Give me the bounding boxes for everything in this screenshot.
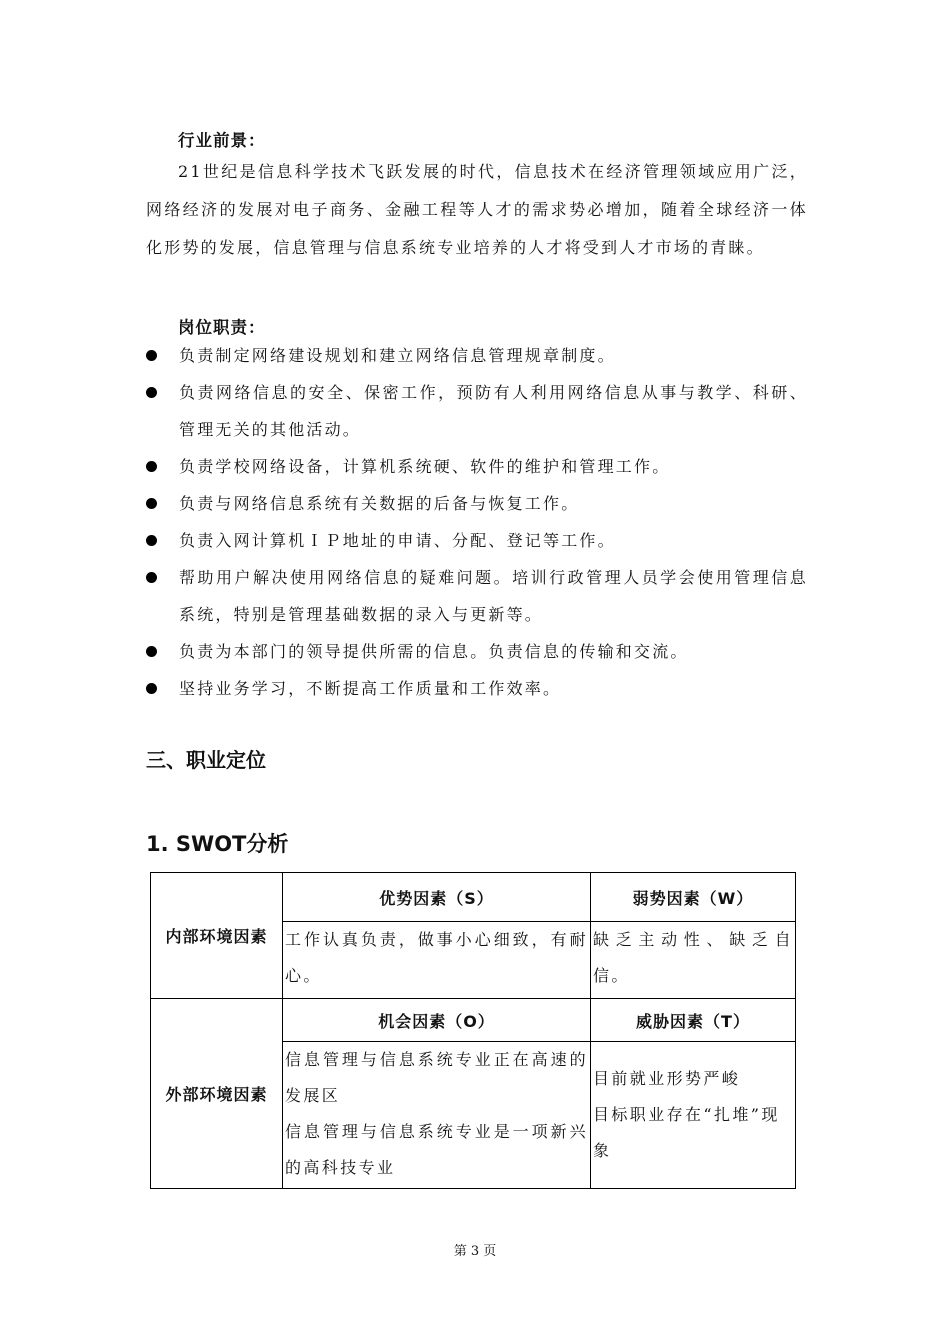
- external-factors-label: 外部环境因素: [151, 999, 283, 1189]
- threats-cell: [591, 1042, 796, 1189]
- opportunity-item: 信息管理与信息系统专业是一项新兴的高科技专业: [285, 1122, 588, 1177]
- opportunities-header: 机会因素（O）: [283, 999, 591, 1042]
- bullet-dot-icon: [146, 683, 157, 694]
- bullet-dot-icon: [146, 461, 157, 472]
- bullet-dot-icon: [146, 535, 157, 546]
- bullet-dot-icon: [146, 572, 157, 583]
- strengths-header: 优势因素（S）: [283, 873, 591, 922]
- list-item: 负责学校网络设备，计算机系统硬、软件的维护和管理工作。: [146, 448, 808, 485]
- threat-item: 目前就业形势严峻: [593, 1069, 741, 1088]
- list-item: 负责网络信息的安全、保密工作，预防有人利用网络信息从事与教学、科研、管理无关的其他活动。: [146, 374, 808, 448]
- opportunities-cell: [283, 1042, 591, 1189]
- opportunity-item: 信息管理与信息系统专业正在高速的发展区: [285, 1050, 588, 1105]
- list-item: 坚持业务学习，不断提高工作质量和工作效率。: [146, 670, 808, 707]
- internal-factors-label: 内部环境因素: [151, 873, 283, 999]
- threat-item: 目标职业存在“扎堆”现象: [593, 1105, 780, 1160]
- industry-paragraph: 21世纪是信息科学技术飞跃发展的时代，信息技术在经济管理领域应用广泛，网络经济的发展对电子商务、金融工程等人才的需求势必增加，随着全球经济一体化形势的发展，信息管理与信息系统专业培养的人才将受到人才市场的青睐。: [146, 162, 808, 257]
- section-title-career-positioning: 三、职业定位: [146, 748, 266, 772]
- bullet-dot-icon: [146, 646, 157, 657]
- list-item: 负责为本部门的领导提供所需的信息。负责信息的传输和交流。: [146, 633, 808, 670]
- bullet-dot-icon: [146, 498, 157, 509]
- page-number: 第 3 页: [453, 1244, 497, 1259]
- bullet-dot-icon: [146, 350, 157, 361]
- list-item: 帮助用户解决使用网络信息的疑难问题。培训行政管理人员学会使用管理信息系统，特别是管理基础数据的录入与更新等。: [146, 559, 808, 633]
- weaknesses-cell: 缺乏主动性、缺乏自信。: [591, 922, 796, 999]
- swot-table: [150, 872, 796, 1189]
- strengths-cell: 工作认真负责，做事小心细致，有耐心。: [283, 922, 591, 999]
- weaknesses-header: 弱势因素（W）: [591, 873, 796, 922]
- bullet-dot-icon: [146, 387, 157, 398]
- list-item: 负责入网计算机ＩＰ地址的申请、分配、登记等工作。: [146, 522, 808, 559]
- list-item: 负责与网络信息系统有关数据的后备与恢复工作。: [146, 485, 808, 522]
- threats-header: 威胁因素（T）: [591, 999, 796, 1042]
- duties-heading: 岗位职责：: [178, 318, 266, 337]
- duties-list: [146, 337, 808, 707]
- section-title-swot: 1. SWOT分析: [146, 832, 289, 856]
- list-item: 负责制定网络建设规划和建立网络信息管理规章制度。: [146, 337, 808, 374]
- industry-heading: 行业前景：: [178, 131, 266, 150]
